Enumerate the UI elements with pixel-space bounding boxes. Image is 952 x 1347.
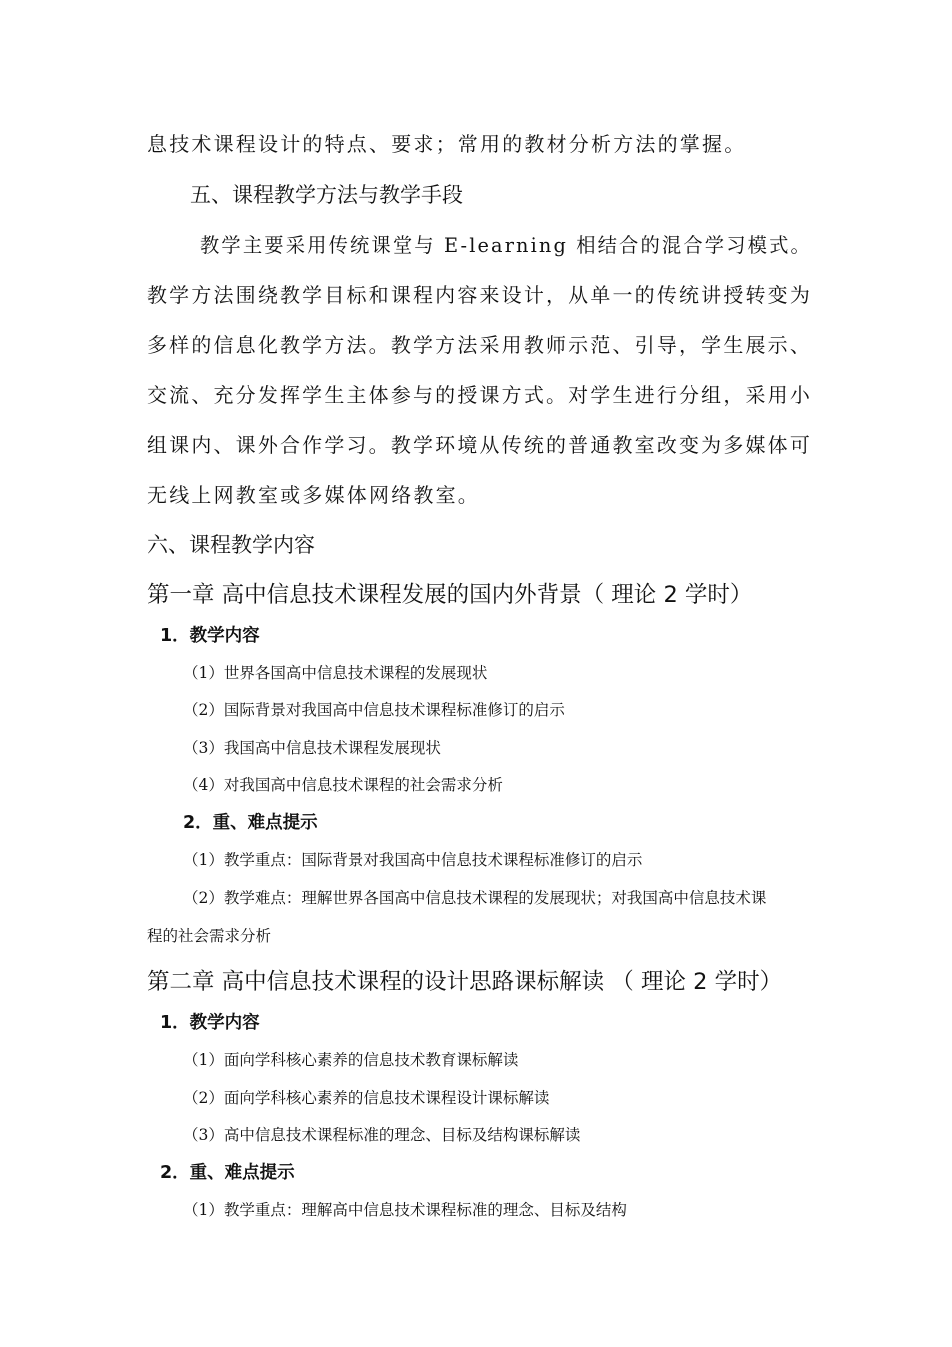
chapter1-key-heading: 2．重、难点提示 [183,813,318,833]
chapter1-difficulty-line: 程的社会需求分析 [147,927,272,945]
section5-paragraph-line: 无线上网教室或多媒体网络教室。 [147,483,480,507]
section5-paragraph-line: 教学方法围绕教学目标和课程内容来设计，从单一的传统讲授转变为 [147,283,813,307]
chapter2-content-heading: 1．教学内容 [160,1013,260,1033]
chapter2-key-heading: 2．重、难点提示 [160,1163,295,1183]
section5-paragraph-line: 组课内、课外合作学习。教学环境从传统的普通教室改变为多媒体可 [147,433,813,457]
chapter2-content-item: （2）面向学科核心素养的信息技术课程设计课标解读 [183,1089,550,1107]
chapter1-difficulty-line: （2）教学难点：理解世界各国高中信息技术课程的发展现状；对我国高中信息技术课 [183,889,767,907]
chapter2-content-item: （3）高中信息技术课程标准的理念、目标及结构课标解读 [183,1126,581,1144]
section5-paragraph-line: 教学主要采用传统课堂与 E-learning 相结合的混合学习模式。 [200,233,812,257]
chapter1-key-point: （1）教学重点：国际背景对我国高中信息技术课程标准修订的启示 [183,851,643,869]
section6-heading: 六、课程教学内容 [147,533,315,557]
chapter1-content-item: （4）对我国高中信息技术课程的社会需求分析 [183,776,503,794]
section5-paragraph-line: 多样的信息化教学方法。教学方法采用教师示范、引导，学生展示、 [147,333,813,357]
section5-paragraph-line: 交流、充分发挥学生主体参与的授课方式。对学生进行分组，采用小 [147,383,813,407]
chapter1-title: 第一章 高中信息技术课程发展的国内外背景（ 理论 2 学时） [147,582,753,608]
chapter1-content-item: （3）我国高中信息技术课程发展现状 [183,739,441,757]
chapter2-content-item: （1）面向学科核心素养的信息技术教育课标解读 [183,1051,519,1069]
chapter1-content-item: （2）国际背景对我国高中信息技术课程标准修订的启示 [183,701,565,719]
chapter1-content-heading: 1．教学内容 [160,626,260,646]
section5-heading: 五、课程教学方法与教学手段 [190,183,463,207]
chapter2-key-point: （1）教学重点：理解高中信息技术课程标准的理念、目标及结构 [183,1201,627,1219]
intro-tail-text: 息技术课程设计的特点、要求；常用的教材分析方法的掌握。 [147,132,747,156]
chapter1-content-item: （1）世界各国高中信息技术课程的发展现状 [183,664,488,682]
chapter2-title: 第二章 高中信息技术课程的设计思路课标解读 （ 理论 2 学时） [147,969,783,995]
